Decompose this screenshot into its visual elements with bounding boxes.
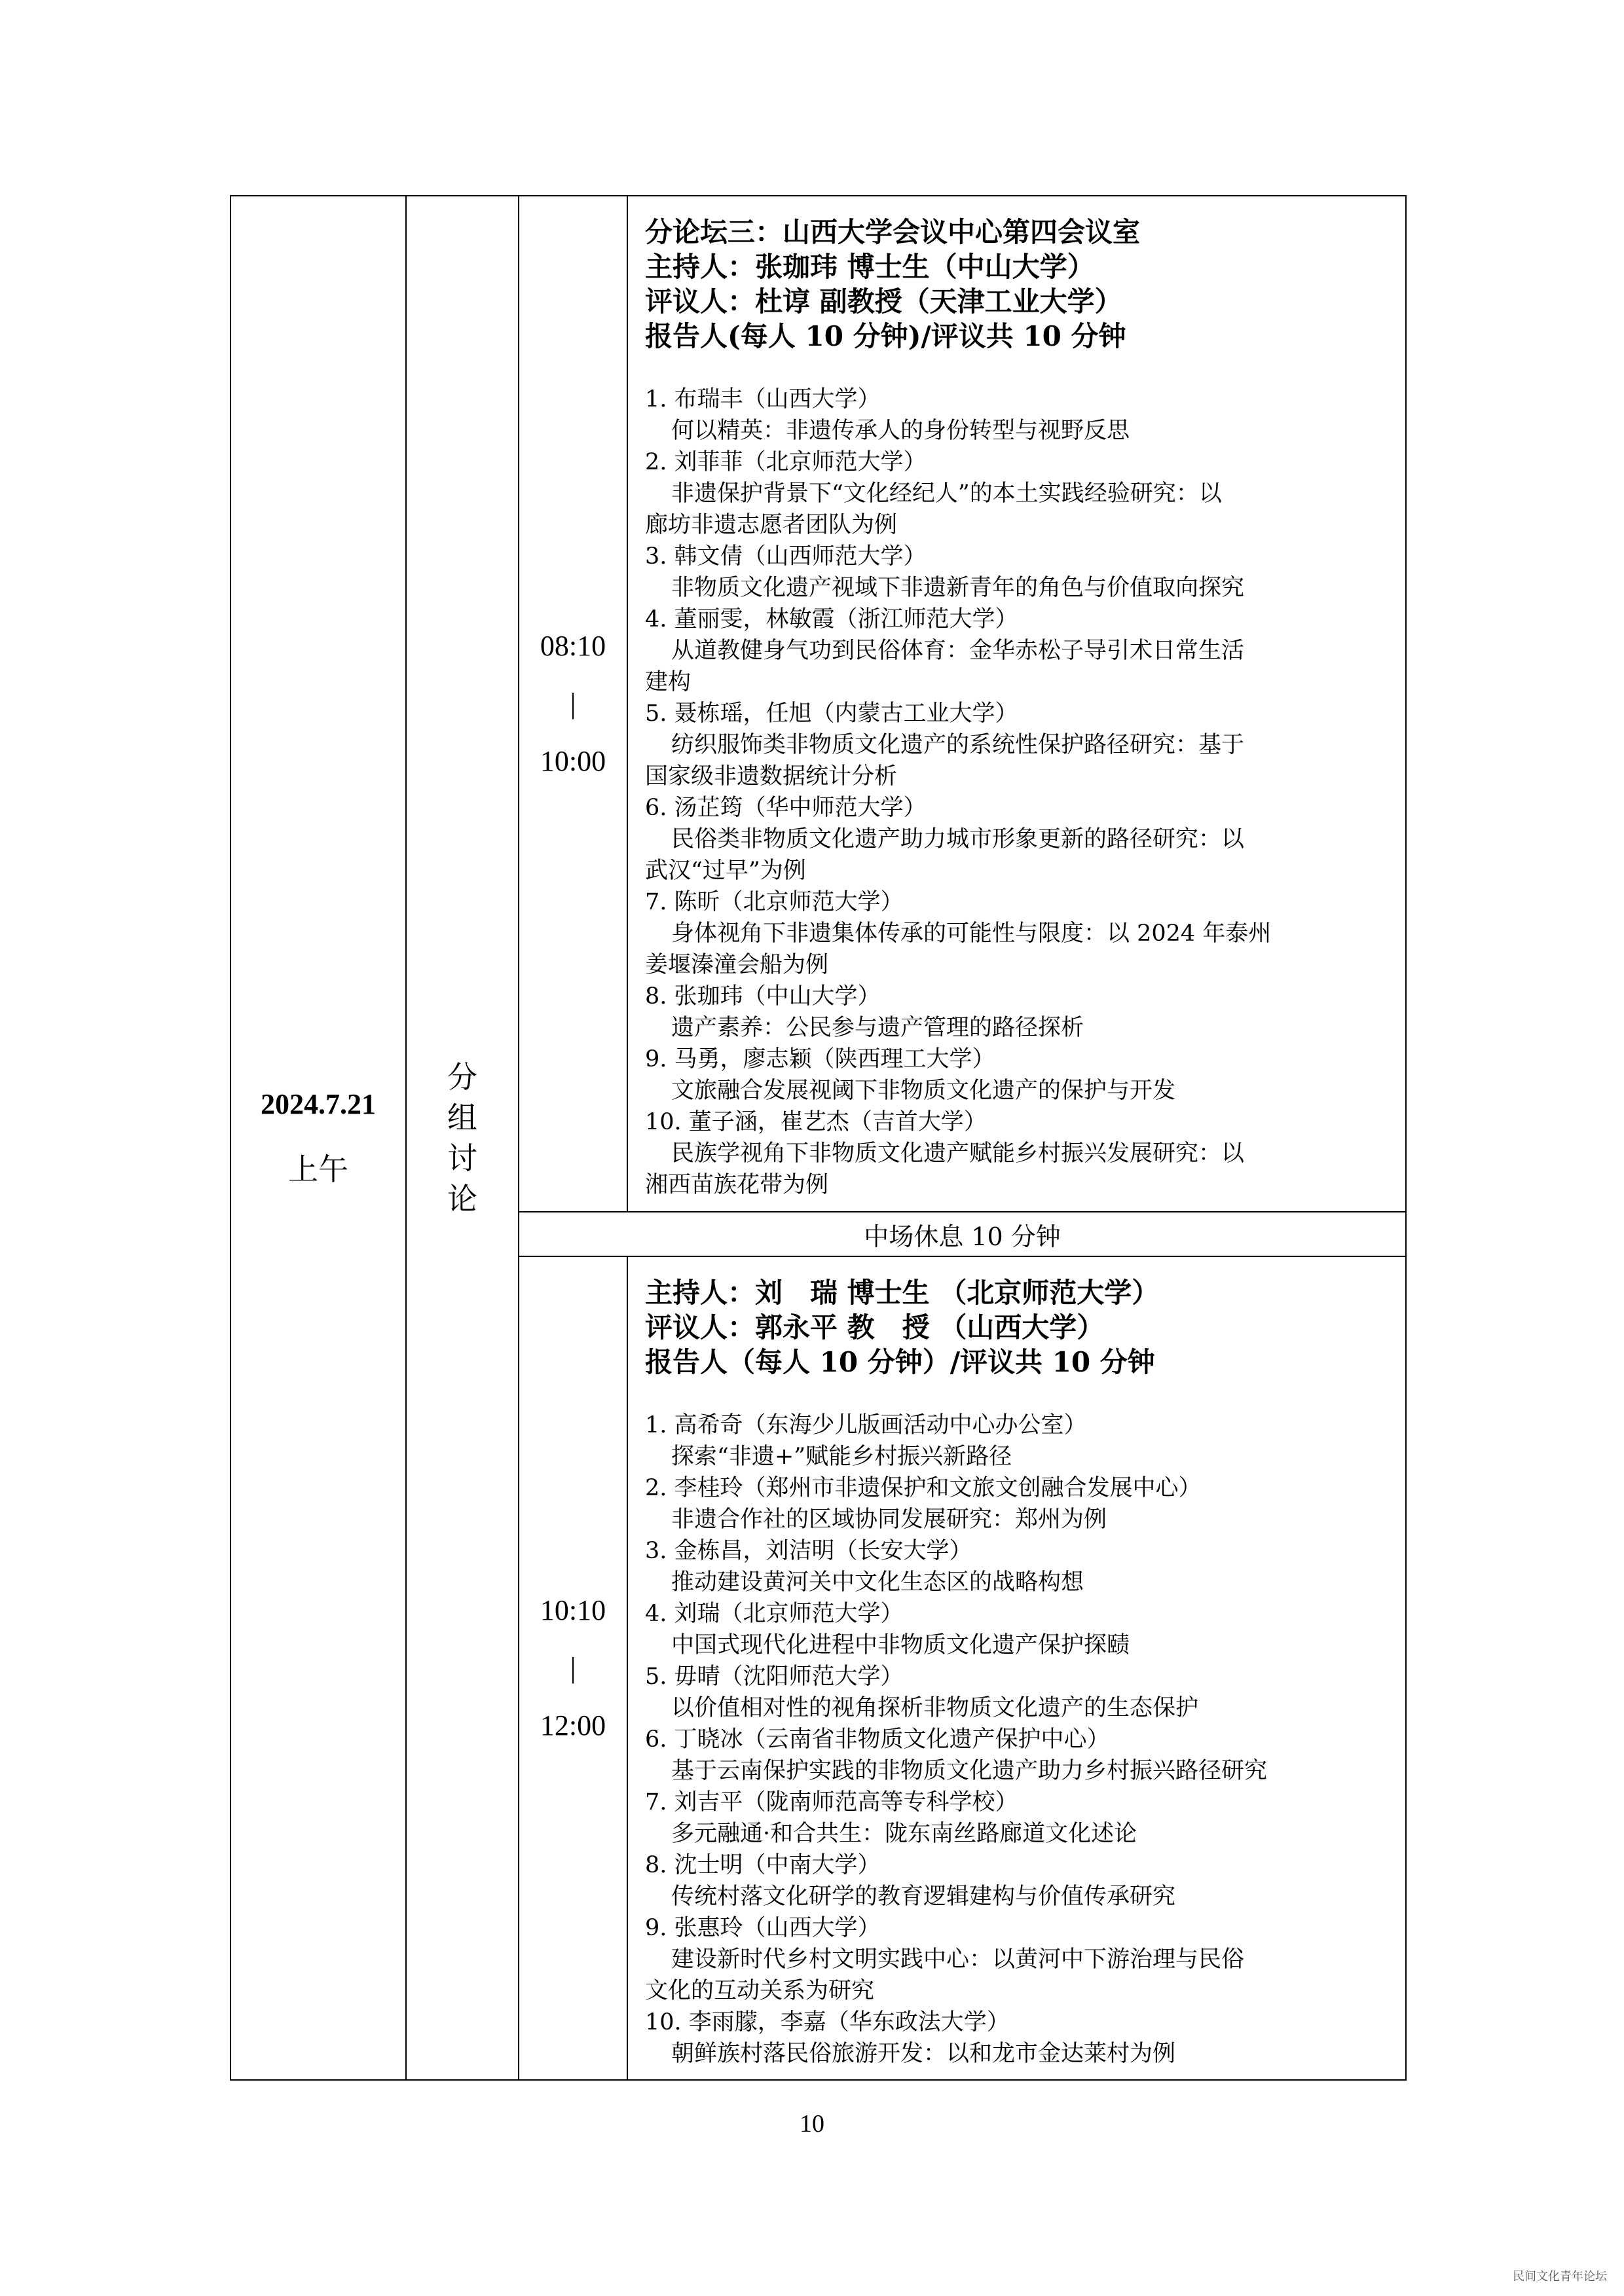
presenter: 2. 刘菲菲（北京师范大学） xyxy=(645,449,927,475)
session2-time xyxy=(519,1256,627,2080)
paper-title: 遗产素养：公民参与遗产管理的路径探析 xyxy=(671,1015,1084,1041)
paper-title-continued: 湘西苗族花带为例 xyxy=(645,1172,829,1198)
presenter: 3. 韩文倩（山西师范大学） xyxy=(645,543,927,570)
paper-title-continued: 姜堰溱潼会船为例 xyxy=(645,952,829,978)
session1-presenter-list xyxy=(645,384,1393,1201)
list-item xyxy=(645,1044,1393,1106)
session2-time-start: 10:10 xyxy=(540,1594,606,1627)
presenter: 8. 张珈玮（中山大学） xyxy=(645,983,881,1010)
paper-title: 探索“非遗+”赋能乡村振兴新路径 xyxy=(671,1444,1012,1470)
session-period: 上午 xyxy=(288,1151,348,1187)
paper-title: 何以精英：非遗传承人的身份转型与视野反思 xyxy=(671,418,1130,444)
list-item xyxy=(645,1410,1393,1472)
list-item xyxy=(645,1724,1393,1787)
session2-host: 主持人：刘 瑞 博士生 （北京师范大学） xyxy=(645,1277,1160,1309)
session2-reviewer: 评议人：郭永平 教 授 （山西大学） xyxy=(645,1311,1105,1344)
presenter: 10. 李雨朦，李嘉（华东政法大学） xyxy=(645,2009,1010,2036)
list-item xyxy=(645,698,1393,792)
session1-header xyxy=(645,215,1393,354)
list-item xyxy=(645,1912,1393,2007)
presenter: 9. 张惠玲（山西大学） xyxy=(645,1915,881,1942)
presenter: 5. 聂栋瑶，任旭（内蒙古工业大学） xyxy=(645,701,1018,727)
presenter: 4. 刘瑞（北京师范大学） xyxy=(645,1601,904,1628)
list-item xyxy=(645,1850,1393,1912)
list-item xyxy=(645,886,1393,981)
list-item xyxy=(645,604,1393,698)
session1-forum-title: 分论坛三：山西大学会议中心第四会议室 xyxy=(645,216,1141,248)
paper-title: 多元融通·和合共生：陇东南丝路廊道文化述论 xyxy=(671,1821,1137,1848)
paper-title-continued: 廊坊非遗志愿者团队为例 xyxy=(645,512,898,538)
presenter: 8. 沈士明（中南大学） xyxy=(645,1852,881,1879)
session-date: 2024.7.21 xyxy=(261,1087,376,1120)
list-item xyxy=(645,384,1393,446)
watermark: 民间文化青年论坛 xyxy=(1513,2270,1607,2284)
break-text: 中场休息 10 分钟 xyxy=(519,1212,1406,1256)
paper-title: 纺织服饰类非物质文化遗产的系统性保护路径研究：基于 xyxy=(671,732,1245,758)
paper-title: 中国式现代化进程中非物质文化遗产保护探赜 xyxy=(671,1632,1130,1659)
presenter: 4. 董丽雯，林敏霞（浙江师范大学） xyxy=(645,606,1018,632)
list-item xyxy=(645,1472,1393,1535)
page-number: 10 xyxy=(800,2110,824,2138)
session1-time xyxy=(519,196,627,1212)
paper-title-continued: 文化的互动关系为研究 xyxy=(645,1978,875,2005)
paper-title: 民俗类非物质文化遗产助力城市形象更新的路径研究：以 xyxy=(671,826,1245,852)
list-item xyxy=(645,2007,1393,2069)
paper-title-continued: 武汉“过早”为例 xyxy=(645,858,806,884)
session2-content xyxy=(627,1256,1406,2080)
paper-title: 传统村落文化研学的教育逻辑建构与价值传承研究 xyxy=(671,1884,1176,1910)
list-item xyxy=(645,1661,1393,1724)
list-item xyxy=(645,541,1393,604)
session1-time-separator: | xyxy=(570,687,576,720)
session1-reviewer: 评议人：杜谆 副教授（天津工业大学） xyxy=(645,285,1122,318)
presenter: 1. 高希奇（东海少儿版画活动中心办公室） xyxy=(645,1412,1087,1439)
session1-time-start: 08:10 xyxy=(540,630,606,663)
list-item xyxy=(645,446,1393,541)
session2-header xyxy=(645,1275,1393,1379)
date-cell xyxy=(231,196,406,2080)
paper-title: 朝鲜族村落民俗旅游开发：以和龙市金达莱村为例 xyxy=(671,2041,1176,2068)
activity-label: 分组讨论 xyxy=(447,1059,477,1216)
paper-title: 非遗保护背景下“文化经纪人”的本土实践经验研究：以 xyxy=(671,481,1222,507)
session1-time-end: 10:00 xyxy=(540,745,606,778)
list-item xyxy=(645,981,1393,1044)
presenter: 10. 董子涵，崔艺杰（吉首大学） xyxy=(645,1109,987,1135)
paper-title: 非物质文化遗产视域下非遗新青年的角色与价值取向探究 xyxy=(671,575,1245,601)
presenter: 1. 布瑞丰（山西大学） xyxy=(645,386,881,412)
session2-time-end: 12:00 xyxy=(540,1709,606,1742)
presenter: 2. 李桂玲（郑州市非遗保护和文旅文创融合发展中心） xyxy=(645,1475,1202,1502)
presenter: 7. 刘吉平（陇南师范高等专科学校） xyxy=(645,1789,1018,1816)
paper-title: 推动建设黄河关中文化生态区的战略构想 xyxy=(671,1569,1084,1596)
schedule-table xyxy=(230,195,1407,2081)
session2-time-separator: | xyxy=(570,1652,576,1685)
paper-title: 以价值相对性的视角探析非物质文化遗产的生态保护 xyxy=(671,1695,1199,1722)
list-item xyxy=(645,1598,1393,1661)
session2-rules: 报告人（每人 10 分钟）/评议共 10 分钟 xyxy=(645,1346,1155,1379)
session1-rules: 报告人(每人 10 分钟)/评议共 10 分钟 xyxy=(645,320,1126,352)
paper-title: 基于云南保护实践的非物质文化遗产助力乡村振兴路径研究 xyxy=(671,1758,1268,1785)
paper-title: 从道教健身气功到民俗体育：金华赤松子导引术日常生活 xyxy=(671,638,1245,664)
session1-content xyxy=(627,196,1406,1212)
paper-title: 建设新时代乡村文明实践中心：以黄河中下游治理与民俗 xyxy=(671,1946,1245,1973)
list-item xyxy=(645,792,1393,886)
paper-title-continued: 国家级非遗数据统计分析 xyxy=(645,763,898,790)
activity-cell xyxy=(406,196,519,2080)
paper-title-continued: 建构 xyxy=(645,669,692,695)
session2-presenter-list xyxy=(645,1410,1393,2069)
list-item xyxy=(645,1106,1393,1201)
paper-title: 非遗合作社的区域协同发展研究：郑州为例 xyxy=(671,1506,1107,1533)
session1-host: 主持人：张珈玮 博士生（中山大学） xyxy=(645,251,1095,283)
presenter: 3. 金栋昌，刘洁明（长安大学） xyxy=(645,1538,972,1565)
presenter: 6. 汤芷筠（华中师范大学） xyxy=(645,795,927,821)
presenter: 6. 丁晓冰（云南省非物质文化遗产保护中心） xyxy=(645,1726,1110,1753)
list-item xyxy=(645,1535,1393,1598)
paper-title: 文旅融合发展视阈下非物质文化遗产的保护与开发 xyxy=(671,1078,1176,1104)
session1-row xyxy=(231,196,1406,1212)
list-item xyxy=(645,1787,1393,1850)
presenter: 5. 毋晴（沈阳师范大学） xyxy=(645,1664,904,1690)
paper-title: 民族学视角下非物质文化遗产赋能乡村振兴发展研究：以 xyxy=(671,1140,1245,1167)
presenter: 9. 马勇，廖志颖（陕西理工大学） xyxy=(645,1046,995,1072)
paper-title: 身体视角下非遗集体传承的可能性与限度：以 2024 年泰州 xyxy=(671,920,1272,947)
presenter: 7. 陈昕（北京师范大学） xyxy=(645,889,904,915)
